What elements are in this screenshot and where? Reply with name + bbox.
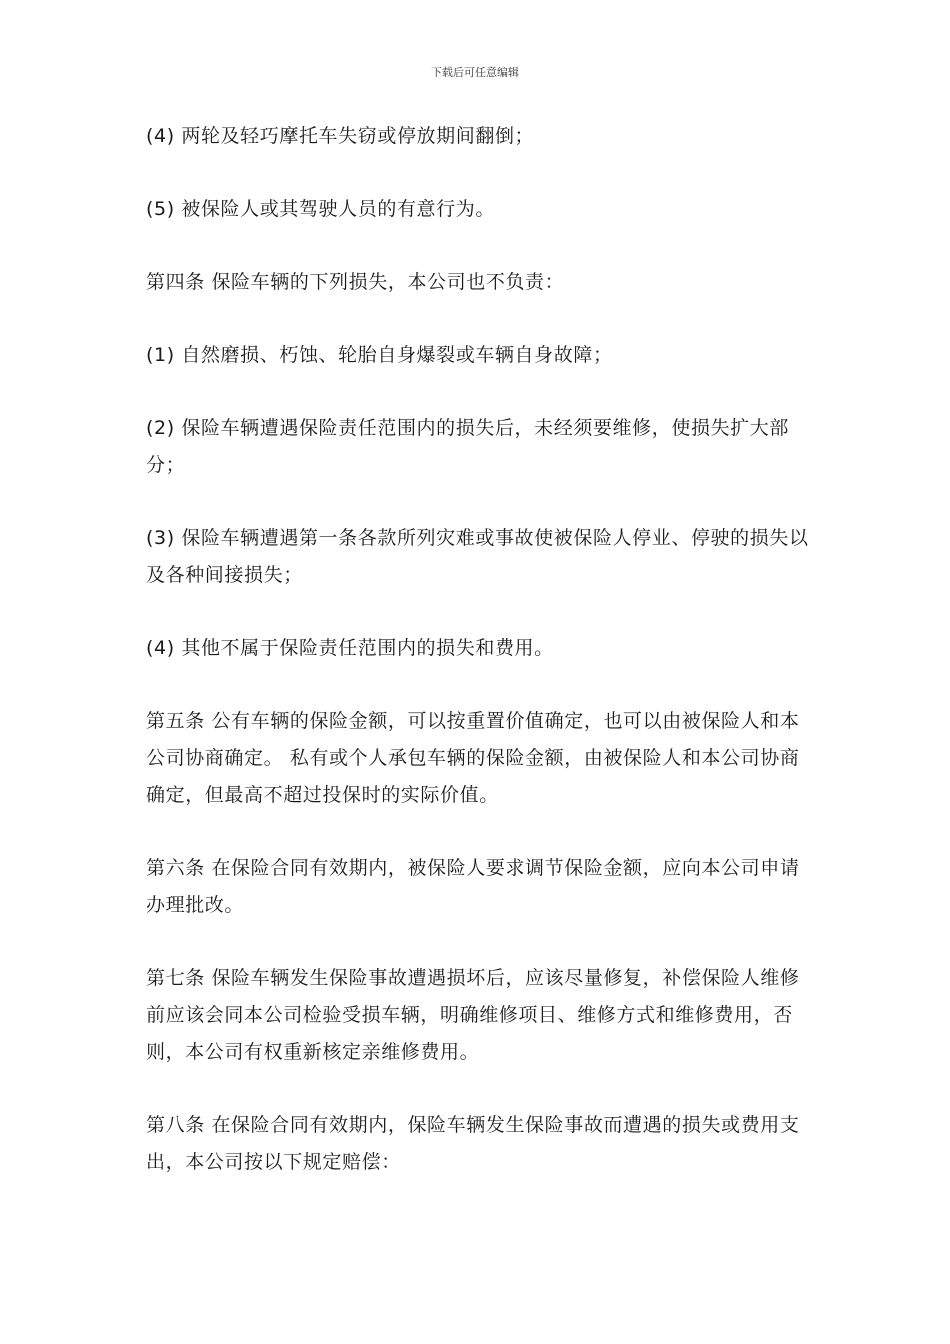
article-4-item-2: (2) 保险车辆遭遇保险责任范围内的损失后，未经须要维修，使损失扩大部分； [146,417,789,476]
article-7: 第七条 保险车辆发生保险事故遭遇损坏后，应该尽量修复，补偿保险人维修前应该会同本公司检验受损车辆，明确维修项目、维修方式和维修费用，否则，本公司有权重新核定亲维修费用。 [146,967,800,1063]
article-6: 第六条 在保险合同有效期内，被保险人要求调节保险金额，应向本公司申请办理批改。 [146,857,800,916]
page-header-note: 下载后可任意编辑 [431,66,519,79]
article-4-item-3: (3) 保险车辆遭遇第一条各款所列灾难或事故使被保险人停业、停驶的损失以及各种间接损失； [146,527,809,586]
clause-item-4-theft-overturn: (4) 两轮及轻巧摩托车失窃或停放期间翻倒； [146,125,535,147]
article-4-item-4: (4) 其他不属于保险责任范围内的损失和费用。 [146,637,554,659]
document-body [146,118,810,1181]
article-4-item-1: (1) 自然磨损、朽蚀、轮胎自身爆裂或车辆自身故障； [146,344,613,366]
article-5: 第五条 公有车辆的保险金额，可以按重置价值确定，也可以由被保险人和本公司协商确定。 私有或个人承包车辆的保险金额，由被保险人和本公司协商确定，但最高不超过投保时的实际价值。 [146,710,800,806]
clause-item-5-intentional-act: (5) 被保险人或其驾驶人员的有意行为。 [146,198,495,220]
article-8: 第八条 在保险合同有效期内，保险车辆发生保险事故而遭遇的损失或费用支出，本公司按以下规定赔偿： [146,1114,800,1173]
article-4-heading: 第四条 保险车辆的下列损失，本公司也不负责： [146,271,565,293]
